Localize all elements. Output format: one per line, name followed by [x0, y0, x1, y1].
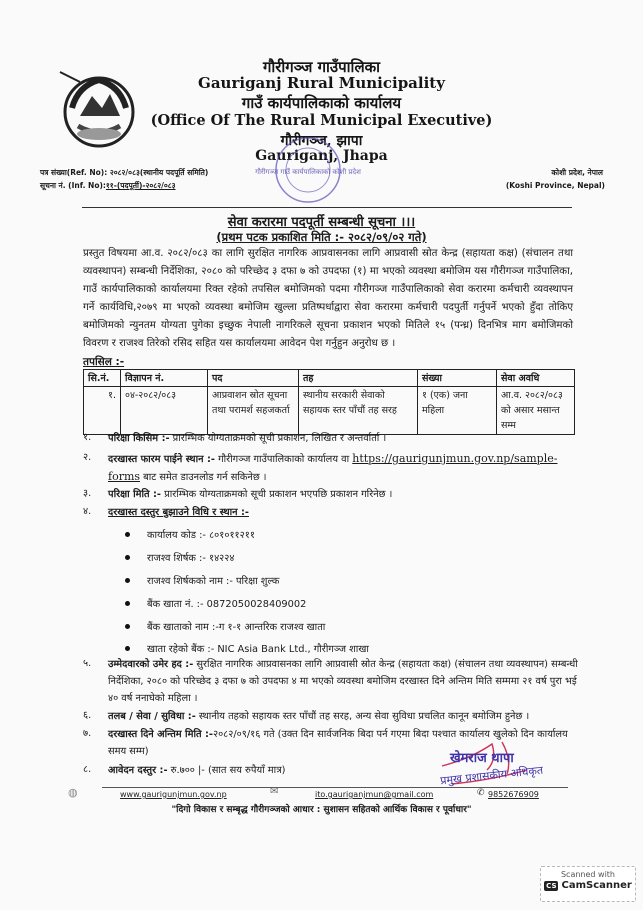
notice-subtitle: (प्रथम पटक प्रकाशित मिति :- २०८२/०९/०२ गते): [216, 230, 427, 244]
globe-icon: ◍: [68, 786, 78, 799]
camscanner-logo-icon: CS: [546, 881, 557, 890]
office-name-np: गाउँ कार्यपालिकाको कार्यालय: [241, 94, 402, 112]
mail-icon: ✉: [270, 786, 279, 797]
cell-service-period: आ.व. २०८२/०८३ को असार मसान्त सम्म: [497, 387, 575, 435]
table-row: [84, 387, 575, 435]
vacancy-table: [83, 369, 575, 435]
col-level: तह: [299, 370, 418, 387]
footer-website[interactable]: www.gaurigunjmun.gov.np: [120, 790, 227, 799]
bullet-icon: [125, 646, 130, 651]
sample-forms-link[interactable]: https://gaurigunjmun.gov.np/sample-forms: [108, 452, 558, 483]
watermark-brand: CamScanner: [561, 880, 632, 891]
details-heading: तपसिल :-: [83, 356, 125, 368]
cell-ad-no: ०४-२०८२/०८३: [121, 387, 208, 435]
footer-divider: [102, 787, 568, 788]
col-service-period: सेवा अवधि: [497, 370, 575, 387]
cell-sn: १.: [84, 387, 121, 435]
footer-email[interactable]: ito.gauriganjmun@gmail.com: [315, 790, 434, 799]
col-post: पद: [208, 370, 299, 387]
notice-body: प्रस्तुत विषयमा आ.व. २०८२/०८३ का लागि सुरक्षित नागरिक आप्रवासनका लागि आप्रवासी स्रोत केन्द्र (सहायता कक्ष) (संचालन तथा व्यवस्थापन) सम्बन्धी निर्देशिका, २०८० को परिच्छेद ३ दफा ७ को उपदफा (१) मा भएको व्यवस्था बमोजिम यस गौरीगञ्ज गाउँपालिका, गाउँ कार्यपालिकाको कार्यालयमा रिक्त रहेको तपसिल बमोजिमको पदमा गौरीगञ्ज गाउँपालिकाको सेवा करारमा कर्मचारी व्यवस्थापन गर्ने कार्यविधि,२०७९ मा भएको व्यवस्था बमोजिम खुल्ला प्रतिष्पर्धाद्वारा सेवा करारमा कर्मचारी पदपुर्ती गर्नुपर्ने भएको हुँदा तोकिए बमोजिमको न्युनतम योग्यता पुगेका इच्छुक नेपाली नागरिकले सूचना प्रकाशन भएको मितिले १५ (पन्ध्र) दिनभित्र माग बमोजिमको विवरण र राजश्व तिरेको रसिद सहित यस कार्यालयमा आवेदन पेश गर्नुहुन अनुरोध छ ।: [83, 248, 573, 349]
bullet-icon: [125, 624, 130, 629]
place-en: Gauriganj, Jhapa: [255, 148, 388, 164]
bullet-icon: [125, 578, 130, 583]
municipality-name-en: Gauriganj Rural Municipality: [198, 74, 445, 92]
signatory-title: प्रमुख प्रशासकीय अधिकृत: [439, 763, 544, 788]
signatory-name: खेमराज थापा: [450, 751, 514, 766]
phone-icon: ✆: [477, 788, 485, 798]
footer-phone: 9852676909: [488, 790, 539, 799]
camscanner-watermark: [540, 866, 636, 902]
ref-number: पत्र संख्या(Ref. No): २०८२/०८३(स्थानीय पदपूर्ति समिति): [40, 168, 209, 177]
info-number-line: [40, 181, 176, 191]
bullet-icon: [125, 555, 130, 560]
stamp-text: गौरीगञ्ज गाउँ कार्यपालिकाको कोशी प्रदेश: [255, 168, 361, 176]
col-sn: सि.नं.: [84, 370, 121, 387]
place-np: गौरीगञ्ज, झापा: [280, 133, 363, 149]
official-stamp: [255, 130, 361, 210]
info-number: ११-(पदपूर्ती)-२०८२/०८३: [105, 181, 176, 190]
cell-count: १ (एक) जना महिला: [418, 387, 497, 435]
col-count: संख्या: [418, 370, 497, 387]
province-en: (Koshi Province, Nepal): [505, 181, 605, 190]
cell-level: स्थानीय सरकारी सेवाको सहायक स्तर पाँचौं तह सरह: [299, 387, 418, 435]
col-ad-no: विज्ञापन नं.: [121, 370, 208, 387]
notice-title: सेवा करारमा पदपूर्ती सम्बन्धी सूचना ।।।: [227, 215, 416, 230]
cell-post: आप्रवाशन स्रोत सूचना तथा परामर्श सहजकर्ता: [208, 387, 299, 435]
header-divider: [82, 207, 572, 208]
municipality-name-np: गौरीगञ्ज गाउँपालिका: [262, 58, 381, 76]
province-np: कोशी प्रदेश, नेपाल: [551, 168, 603, 177]
bullet-icon: [125, 532, 130, 537]
watermark-scanned-with: Scanned with: [560, 870, 616, 879]
table-header-row: [84, 370, 575, 387]
info-number-label: सूचना नं. (Inf. No):: [40, 181, 106, 190]
footer-slogan: "दिगो विकास र सम्बृद्ध गौरीगञ्जको आधार : सुशासन सहितको आर्थिक विकास र पूर्वाधार": [171, 805, 472, 815]
bullet-icon: [125, 601, 130, 606]
office-name-en: (Office Of The Rural Municipal Executive): [150, 112, 493, 129]
